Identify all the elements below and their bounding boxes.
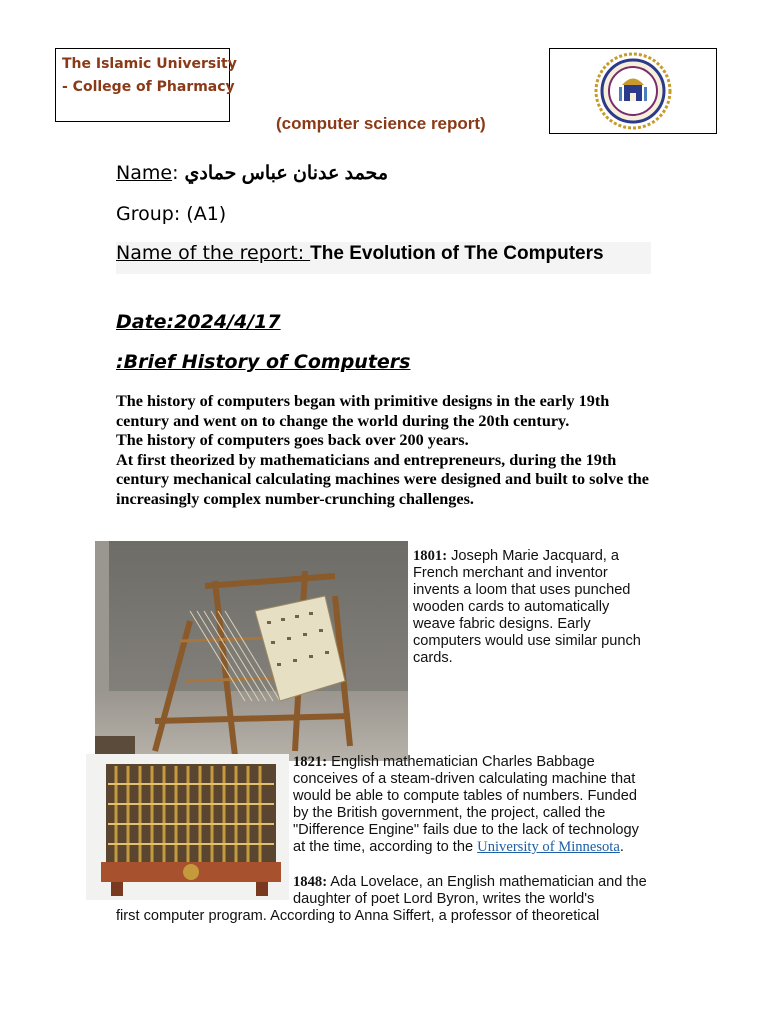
institution-line2: - College of Pharmacy (62, 79, 235, 95)
entry-1821-text: English mathematician Charles Babbage conceives of a steam-driven calculating machine that would be able to compute tables of numbers. Funded by the British government, the project, called the "Difference Engine" fails due to the lack of technology at the time, according to the (293, 754, 639, 855)
report-name-field (116, 242, 651, 274)
university-logo-icon (567, 51, 699, 131)
name-field (116, 162, 388, 185)
university-logo-box (549, 48, 717, 134)
report-name-label: Name of the report: (116, 242, 311, 264)
date-field: Date:2024/4/17 (116, 311, 281, 333)
year-1801: 1801: (413, 548, 448, 564)
difference-engine-image (86, 754, 289, 900)
year-1848: 1848: (293, 874, 328, 890)
university-of-minnesota-link[interactable]: University of Minnesota (477, 839, 620, 855)
name-value: محمد عدنان عباس حمادي (184, 163, 388, 184)
institution-line1: The Islamic University (62, 56, 237, 72)
entry-1801-text: Joseph Marie Jacquard, a French merchant and inventor invents a loom that uses punched wooden cards to automatically weave fabric designs. Early computers would use similar punch cards. (413, 548, 641, 666)
jacquard-loom-image (95, 541, 408, 761)
name-colon: : (172, 162, 179, 184)
report-name-value: The Evolution of The Computers (310, 243, 604, 264)
intro-paragraph-2: The history of computers goes back over 200 years. (116, 431, 469, 449)
name-label: Name (116, 162, 173, 184)
year-1821: 1821: (293, 754, 328, 770)
entry-1848-text: Ada Lovelace, an English mathematician and the daughter of poet Lord Byron, writes the world's (293, 874, 647, 907)
timeline-entry-1801 (413, 548, 653, 667)
intro-paragraph-3: At first theorized by mathematicians and entrepreneurs, during the 19th century mechanical calculating machines were designed and built to solve the increasingly complex number-crunching challenges. (116, 450, 649, 508)
section-heading: :Brief History of Computers (116, 351, 411, 373)
intro-text (116, 392, 661, 509)
intro-paragraph-1: The history of computers began with primitive designs in the early 19th century and went on to change the world during the 20th century. (116, 392, 610, 430)
timeline-entry-1848 (293, 874, 653, 908)
report-type: (computer science report) (276, 114, 486, 133)
group-field: Group: (A1) (116, 203, 227, 225)
entry-1848-continuation: first computer program. According to Anna Siffert, a professor of theoretical (116, 908, 600, 924)
entry-1821-end: . (619, 839, 624, 855)
timeline-entry-1821 (293, 754, 653, 856)
institution-box (55, 48, 237, 122)
